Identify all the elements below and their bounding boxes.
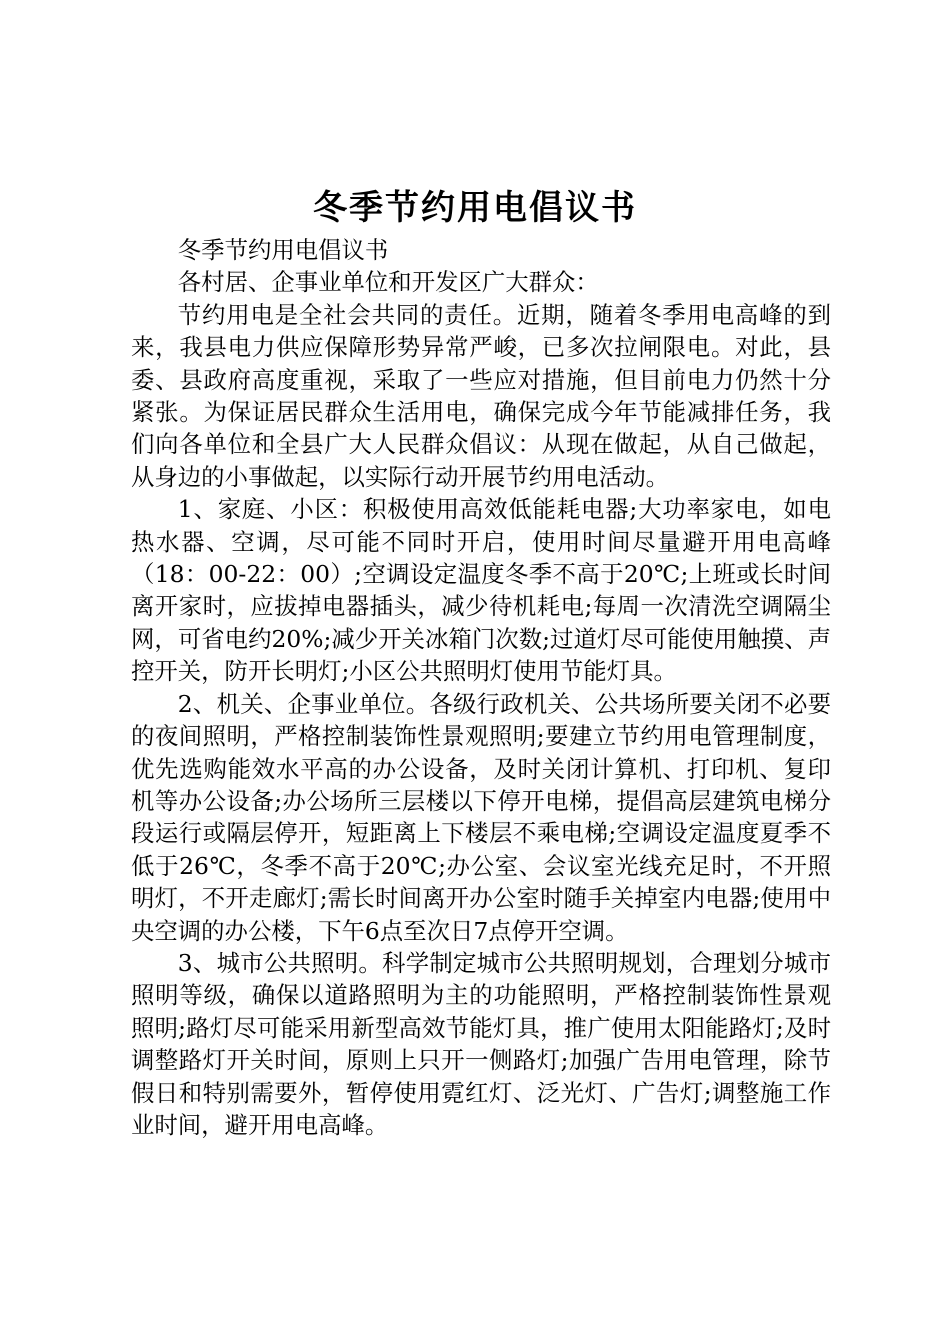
institutions-paragraph: 2、机关、企事业单位。各级行政机关、公共场所要关闭不必要的夜间照明，严格控制装饰性景观照明;要建立节约用电管理制度，优先选购能效水平高的办公设备，及时关闭计算机、打印机、复印机等办公设备;办公场所三层楼以下停开电梯，提倡高层建筑电梯分段运行或隔层停开，短距离上下楼层不乘电梯;空调设定温度夏季不低于26℃，冬季不高于20℃;办公室、会议室光线充足时，不开照明灯，不开走廊灯;需长时间离开办公室时随手关掉室内电器;使用中央空调的办公楼，下午6点至次日7点停开空调。 [131,689,831,945]
public-lighting-paragraph: 3、城市公共照明。科学制定城市公共照明规划，合理划分城市照明等级，确保以道路照明为主的功能照明，严格控制装饰性景观照明;路灯尽可能采用新型高效节能灯具，推广使用太阳能路灯;及时调整路灯开关时间，原则上只开一侧路灯;加强广告用电管理，除节假日和特别需要外，暂停使用霓红灯、泛光灯、广告灯;调整施工作业时间，避开用电高峰。 [131,948,831,1139]
page-title: 冬季节约用电倡议书 [313,188,637,228]
document-body [131,234,831,1141]
document-subtitle: 冬季节约用电倡议书 [177,236,389,264]
salutation: 各村居、企事业单位和开发区广大群众： [177,268,599,297]
household-paragraph: 1、家庭、小区：积极使用高效低能耗电器;大功率家电，如电热水器、空调，尽可能不同时开启，使用时间尽量避开用电高峰（18：00-22：00）;空调设定温度冬季不高于20℃;上班或长时间离开家时，应拔掉电器插头，减少待机耗电;每周一次清洗空调隔尘网，可省电约20%;减少开关冰箱门次数;过道灯尽可能使用触摸、声控开关，防开长明灯;小区公共照明灯使用节能灯具。 [131,495,831,686]
intro-paragraph: 节约用电是全社会共同的责任。近期，随着冬季用电高峰的到来，我县电力供应保障形势异常严峻，已多次拉闸限电。对此，县委、县政府高度重视，采取了一些应对措施，但目前电力仍然十分紧张。为保证居民群众生活用电，确保完成今年节能减排任务，我们向各单位和全县广大人民群众倡议：从现在做起，从自己做起，从身边的小事做起，以实际行动开展节约用电活动。 [131,300,831,491]
